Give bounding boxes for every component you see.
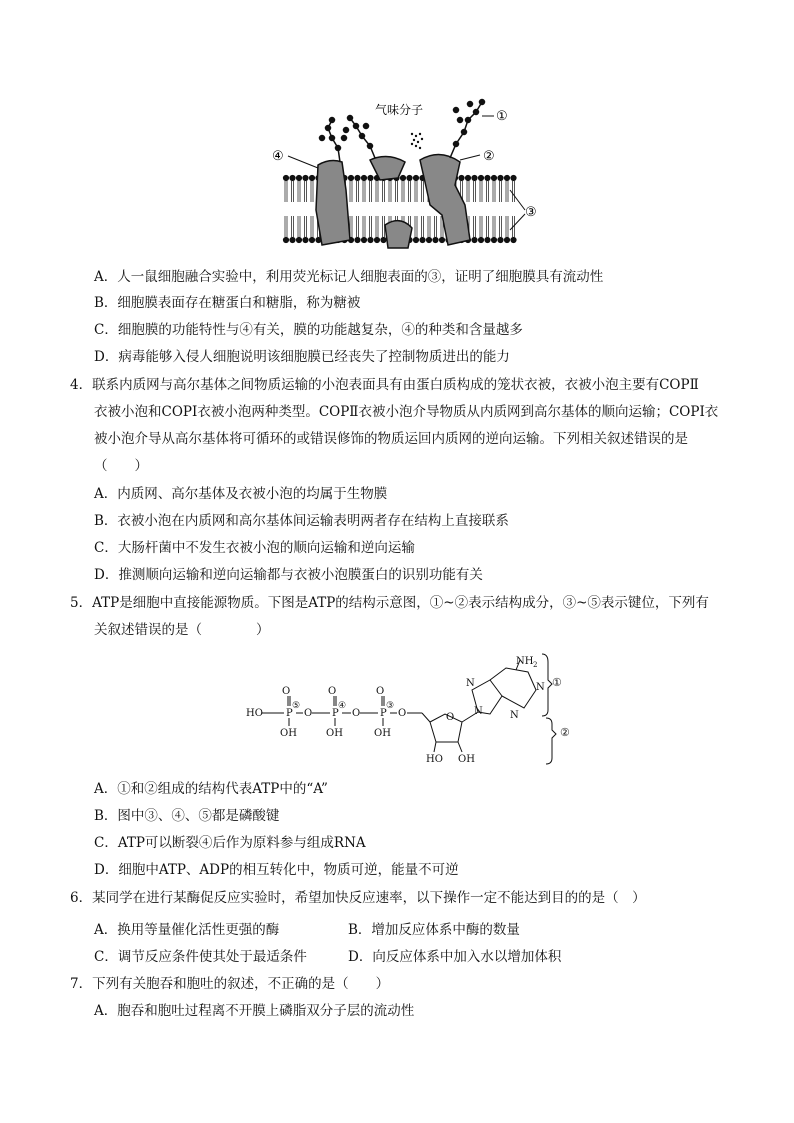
lipid-head-icon [472,237,477,242]
lipid-head-icon [491,175,496,180]
lipid-head-icon [290,175,295,180]
q4-option-a: A．内质网、高尔基体及衣被小泡的均属于生物膜 [94,486,388,502]
label-4: ④ [272,149,284,164]
lipid-tail-icon [311,181,313,202]
q5-stem-line-1: 5．ATP是细胞中直接能源物质。下图是ATP的结构示意图，①~②表示结构成分，③~⑤表示键位，下列有 [70,595,709,611]
q5-option-a: A．①和②组成的结构代表ATP中的“A” [94,781,328,797]
svg-text:N: N [474,706,483,717]
q7-stem: 7．下列有关胞吞和胞吐的叙述，不正确的是（ ） [70,976,390,992]
lipid-head-icon [400,175,405,180]
lipid-head-icon [309,237,314,242]
svg-text:OH: OH [326,728,343,739]
odor-molecule-label: 气味分子 [375,103,424,117]
lipid-tail-icon [311,216,313,237]
svg-text:NH: NH [516,656,534,667]
lipid-head-icon [283,175,288,180]
svg-text:P: P [332,708,339,719]
svg-text:HO: HO [426,754,443,765]
lipid-tail-icon [292,181,294,202]
lipid-tail-icon [415,181,417,202]
svg-text:N: N [466,678,475,689]
q6-stem: 6．某同学在进行某酶促反应实验时，希望加快反应速率，以下操作一定不能达到目的的是（ ） [70,890,646,906]
lipid-tail-icon [474,181,476,202]
q4-stem-line-1: 4．联系内质网与高尔基体之间物质运输的小泡表面具有由蛋白质构成的笼状衣被，衣被小泡主要有COPⅡ [70,377,699,393]
lipid-head-icon [361,237,366,242]
lipid-head-icon [283,237,288,242]
q5-option-b: B．图中③、④、⑤都是磷酸键 [94,808,280,824]
lipid-head-icon [426,237,431,242]
svg-text:N: N [510,710,519,721]
svg-text:O: O [328,686,337,697]
lipid-head-icon [465,175,470,180]
svg-text:O: O [304,708,313,719]
lipid-head-icon [485,237,490,242]
q4-option-d: D．推测顺向运输和逆向运输都与衣被小泡膜蛋白的识别功能有关 [94,567,483,583]
lipid-tail-icon [500,181,502,202]
svg-text:P: P [380,708,387,719]
lipid-head-icon [459,175,464,180]
q5-option-c: C．ATP可以断裂④后作为原料参与组成RNA [94,835,366,851]
svg-text:O: O [446,712,455,723]
svg-text:①: ① [552,676,562,689]
lipid-tail-icon [305,216,307,237]
svg-text:③: ③ [386,701,395,711]
svg-text:OH: OH [280,728,297,739]
lipid-tail-icon [350,216,352,237]
svg-text:②: ② [560,726,570,739]
lipid-tail-icon [493,216,495,237]
svg-text:⑤: ⑤ [292,701,301,711]
lipid-head-icon [296,175,301,180]
lipid-tail-icon [370,181,372,202]
lipid-tail-icon [383,216,385,237]
lipid-tail-icon [376,181,378,202]
protein-2-icon [420,154,470,245]
svg-text:O: O [352,708,361,719]
q6-option-b: B．增加反应体系中酶的数量 [348,922,520,938]
lipid-tail-icon [363,181,365,202]
lipid-tail-icon [285,181,287,202]
svg-text:P: P [286,708,293,719]
lipid-head-icon [374,237,379,242]
lipid-head-icon [439,237,444,242]
lipid-tail-icon [396,181,398,202]
lipid-tail-icon [305,181,307,202]
q4-stem-line-3: 被小泡介导从高尔基体将可循环的或错误修饰的物质运回内质网的逆向运输。下列相关叙述错误的是 [94,431,688,447]
lipid-head-icon [303,175,308,180]
lipid-tail-icon [402,181,404,202]
q4-stem-line-2: 衣被小泡和COPI衣被小泡两种类型。COPⅡ衣被小泡介导物质从内质网到高尔基体的顺向运输；COPI衣 [94,404,719,420]
lipid-head-icon [355,175,360,180]
svg-text:O: O [376,686,385,697]
lipid-head-icon [290,237,295,242]
lipid-head-icon [368,175,373,180]
label-3: ③ [525,205,537,220]
lipid-tail-icon [467,181,469,202]
q5-stem-line-2: 关叙述错误的是（ ） [94,622,270,638]
lipid-tail-icon [357,181,359,202]
lipid-head-icon [511,175,516,180]
lipid-head-icon [309,175,314,180]
lipid-tail-icon [389,181,391,202]
lipid-tail-icon [298,181,300,202]
lipid-head-icon [303,237,308,242]
lipid-tail-icon [370,216,372,237]
svg-text:OH: OH [374,728,391,739]
q4-option-b: B．衣被小泡在内质网和高尔基体间运输表明两者存在结构上直接联系 [94,513,509,529]
lipid-head-icon [498,175,503,180]
svg-text:O: O [398,708,407,719]
lipid-head-icon [407,175,412,180]
q3-option-a: A．人一鼠细胞融合实验中，利用荧光标记人细胞表面的③，证明了细胞膜具有流动性 [94,269,604,285]
svg-text:④: ④ [338,701,347,711]
lipid-head-icon [504,175,509,180]
q3-option-c: C．细胞膜的功能特性与④有关，膜的功能越复杂，④的种类和含量越多 [94,322,523,338]
lipid-head-icon [348,175,353,180]
cell-membrane-figure [270,90,540,255]
lipid-tail-icon [487,216,489,237]
lipid-head-icon [472,175,477,180]
lipid-tail-icon [428,216,430,237]
label-2: ② [483,149,495,164]
lipid-head-icon [511,237,516,242]
q4-stem-line-4: （ ） [94,458,148,474]
lipid-head-icon [504,237,509,242]
lipid-tail-icon [422,216,424,237]
q6-option-c: C．调节反应条件使其处于最适条件 [94,949,307,965]
label-1: ① [496,109,508,124]
protein-4-icon [316,161,350,245]
q5-option-d: D．细胞中ATP、ADP的相互转化中，物质可逆，能量不可逆 [94,862,459,878]
q6-option-a: A．换用等量催化活性更强的酶 [94,922,280,938]
lipid-head-icon [368,237,373,242]
lipid-tail-icon [363,216,365,237]
atp-structure-figure [240,650,580,770]
q6-option-d: D．向反应体系中加入水以增加体积 [348,949,562,965]
lipid-head-icon [478,175,483,180]
q3-option-b: B．细胞膜表面存在糖蛋白和糖脂，称为糖被 [94,295,361,311]
lipid-head-icon [381,237,386,242]
lipid-tail-icon [350,181,352,202]
lipid-tail-icon [500,216,502,237]
lipid-head-icon [478,237,483,242]
lipid-head-icon [413,237,418,242]
lipid-tail-icon [383,181,385,202]
lipid-tail-icon [506,181,508,202]
q4-option-c: C．大肠杆菌中不发生衣被小泡的顺向运输和逆向运输 [94,540,415,556]
lipid-tail-icon [480,216,482,237]
lipid-tail-icon [435,216,437,237]
svg-text:OH: OH [458,754,475,765]
lipid-tail-icon [480,181,482,202]
q3-option-d: D．病毒能够入侵人细胞说明该细胞膜已经丧失了控制物质进出的能力 [94,349,510,365]
lipid-tail-icon [376,216,378,237]
protein-inner-icon [385,221,412,248]
lipid-head-icon [413,175,418,180]
lipid-tail-icon [298,216,300,237]
lipid-head-icon [498,237,503,242]
lipid-tail-icon [487,181,489,202]
lipid-head-icon [433,237,438,242]
q7-option-a: A．胞吞和胞吐过程离不开膜上磷脂双分子层的流动性 [94,1003,415,1019]
svg-text:2: 2 [533,661,538,669]
lipid-tail-icon [506,216,508,237]
lipid-head-icon [361,175,366,180]
atp-ho-label: HO [246,708,263,719]
lipid-tail-icon [513,181,515,202]
lipid-tail-icon [415,216,417,237]
lipid-tail-icon [409,181,411,202]
lipid-head-icon [485,175,490,180]
lipid-tail-icon [474,216,476,237]
lipid-head-icon [491,237,496,242]
lipid-head-icon [420,237,425,242]
lipid-tail-icon [357,216,359,237]
lipid-head-icon [355,237,360,242]
svg-text:O: O [282,686,291,697]
lipid-tail-icon [292,216,294,237]
lipid-tail-icon [285,216,287,237]
svg-text:N: N [536,682,545,693]
lipid-head-icon [296,237,301,242]
lipid-tail-icon [493,181,495,202]
lipid-tail-icon [422,181,424,202]
